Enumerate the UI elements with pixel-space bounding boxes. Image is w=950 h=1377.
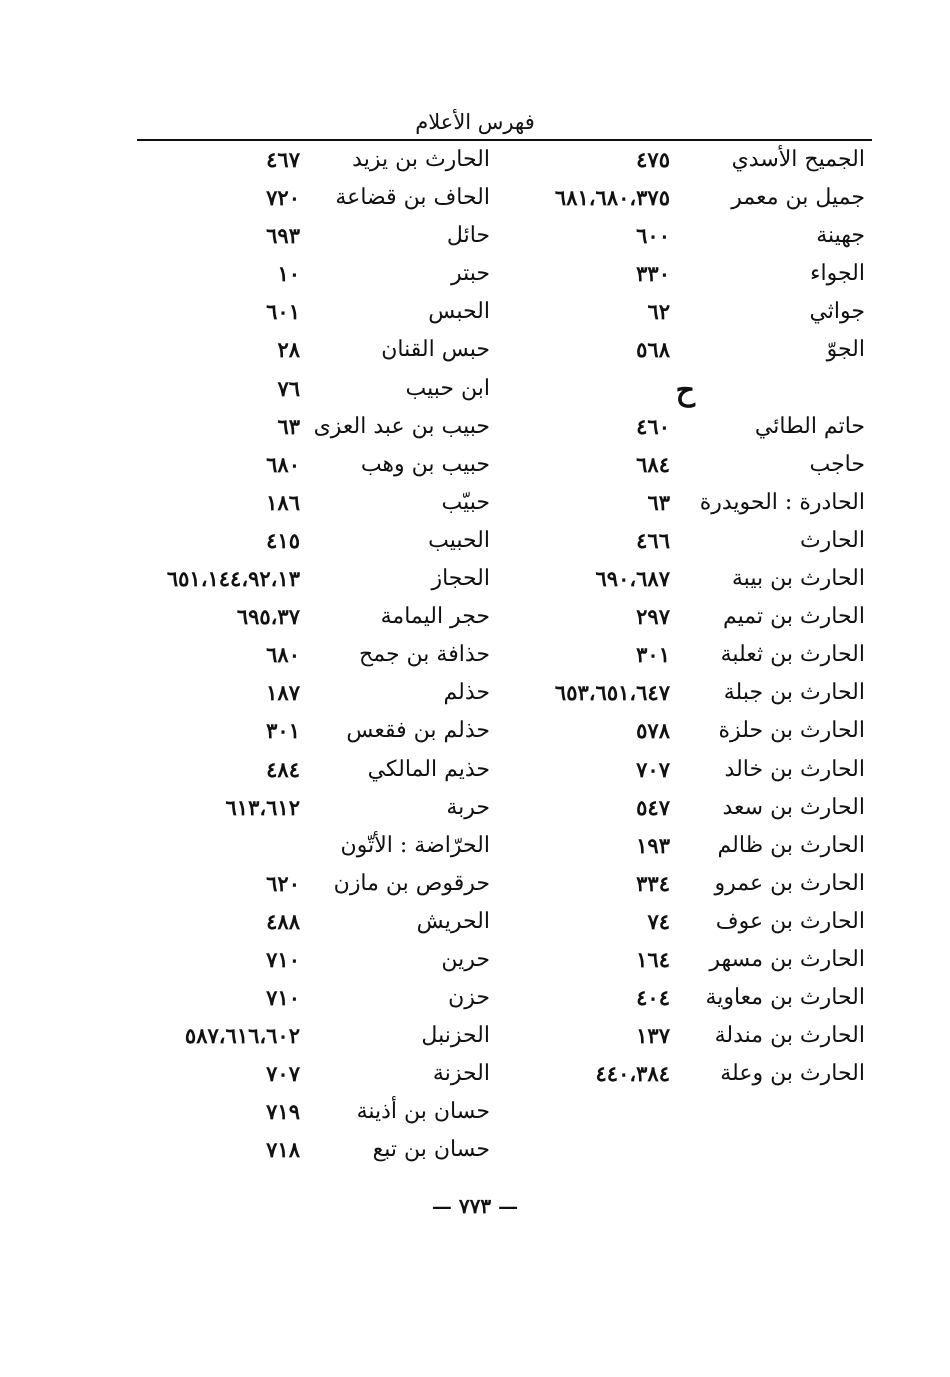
index-entry — [505, 408, 865, 446]
index-entry — [505, 179, 865, 217]
index-entry — [505, 674, 865, 712]
entry-pages: ٦٨٤ — [636, 451, 670, 477]
entry-pages: ٦٥٣،٦٥١،٦٤٧ — [554, 680, 670, 706]
entry-pages: ٤١٥ — [266, 527, 300, 553]
entry-pages: ٧٢٠ — [266, 185, 300, 211]
entry-name: الحارث بن ثعلبة — [720, 642, 865, 668]
left-index-column — [140, 141, 490, 1170]
entry-pages: ١٨٧ — [266, 680, 300, 706]
index-entry — [505, 522, 865, 560]
entry-pages: ٣٣٠ — [636, 261, 670, 287]
index-entry — [140, 141, 490, 179]
entry-pages: ١٩٣ — [636, 832, 670, 858]
entry-name: الحارث بن يزيد — [352, 147, 490, 172]
entry-name: حسان بن تبع — [372, 1137, 490, 1163]
index-entry — [140, 598, 490, 636]
entry-pages: ٧٠٧ — [636, 756, 670, 782]
entry-name: حبيب بن عبد العزى — [313, 413, 490, 439]
index-entry — [505, 636, 865, 674]
entry-name: الحارث بن خالد — [724, 756, 865, 782]
entry-pages: ١٨٦ — [266, 489, 300, 515]
index-entry — [140, 751, 490, 789]
entry-pages: ٢٩٧ — [636, 604, 670, 630]
entry-pages: ١٦٤ — [636, 946, 670, 972]
index-entry — [140, 636, 490, 674]
entry-name: الحارث بن مسهر — [709, 946, 865, 972]
entry-name: الحارث بن حلزة — [718, 718, 865, 744]
entry-pages: ٦٠٠ — [636, 223, 670, 249]
index-entry — [505, 1017, 865, 1055]
entry-name: الحبس — [428, 299, 490, 325]
index-entry — [140, 293, 490, 331]
index-entry — [505, 903, 865, 941]
index-entry — [140, 179, 490, 217]
index-entry — [140, 1017, 490, 1055]
index-entry — [505, 331, 865, 369]
entry-name: حبيّب — [441, 489, 490, 515]
entry-name: حربة — [446, 794, 490, 820]
entry-pages: ٤٠٤ — [636, 985, 670, 1011]
entry-pages: ٤٦٦ — [636, 527, 670, 553]
entry-name: الحجاز — [431, 566, 490, 592]
index-entry — [505, 560, 865, 598]
index-entry — [505, 865, 865, 903]
entry-pages: ٦٢ — [647, 299, 670, 325]
entry-name: حبس القنان — [381, 337, 490, 363]
entry-pages: ١٠ — [277, 261, 300, 287]
index-entry — [505, 217, 865, 255]
entry-name: حذلم — [443, 680, 490, 706]
index-entry — [140, 979, 490, 1017]
entry-pages: ٧١٠ — [266, 946, 300, 972]
index-entry — [140, 1131, 490, 1169]
page-number: — ٧٧٣ — — [431, 1194, 519, 1218]
entry-name: حاجب — [809, 451, 865, 477]
index-entry — [505, 293, 865, 331]
entry-pages: ٦٥١،١٤٤،٩٢،١٣ — [166, 566, 300, 592]
section-letter-row — [505, 370, 865, 408]
index-entry — [140, 712, 490, 750]
entry-pages: ١٣٧ — [636, 1023, 670, 1049]
entry-name: حبتر — [450, 261, 490, 287]
entry-pages: ٦٢٠ — [266, 870, 300, 896]
entry-name: الحارث — [799, 527, 865, 553]
entry-name: جميل بن معمر — [731, 185, 865, 211]
index-entry — [140, 560, 490, 598]
index-entry — [505, 712, 865, 750]
index-entry — [140, 674, 490, 712]
index-entry — [140, 522, 490, 560]
entry-pages: ٦٩٠،٦٨٧ — [595, 566, 670, 592]
index-entry — [505, 789, 865, 827]
entry-name: الحبيب — [428, 527, 490, 553]
index-entry — [140, 1093, 490, 1131]
index-entry — [140, 903, 490, 941]
entry-pages: ٦١٣،٦١٢ — [225, 794, 300, 820]
index-entry — [505, 979, 865, 1017]
right-index-column — [505, 141, 865, 1093]
entry-name: حائل — [446, 223, 490, 249]
entry-name: الحارث بن مندلة — [714, 1023, 865, 1049]
entry-pages: ٦٨١،٦٨٠،٣٧٥ — [554, 185, 670, 211]
index-entry — [140, 827, 490, 865]
entry-pages: ٤٨٨ — [266, 908, 300, 934]
entry-pages: ٣٣٤ — [636, 870, 670, 896]
entry-pages: ٢٨ — [277, 337, 300, 363]
entry-pages: ٦٣ — [277, 413, 300, 439]
entry-name: حجر اليمامة — [380, 604, 490, 630]
index-entry — [505, 598, 865, 636]
entry-pages: ٣٠١ — [636, 642, 670, 668]
entry-name: الجميح الأسدي — [731, 147, 865, 172]
entry-name: الحارث بن بيبة — [731, 566, 865, 592]
index-entry — [140, 370, 490, 408]
entry-pages: ٦٣ — [647, 489, 670, 515]
index-entry — [140, 484, 490, 522]
index-entry — [140, 789, 490, 827]
entry-name: حذيم المالكي — [367, 756, 490, 782]
entry-name: الحارث بن وعلة — [720, 1061, 865, 1087]
entry-pages: ٥٤٧ — [636, 794, 670, 820]
section-letter: ح — [675, 372, 695, 408]
entry-name: الحارث بن عوف — [715, 908, 865, 934]
index-entry — [505, 446, 865, 484]
entry-pages: ٥٦٨ — [636, 337, 670, 363]
entry-pages: ٦٨٠ — [266, 451, 300, 477]
entry-name: حرين — [441, 946, 490, 972]
entry-pages: ٧٠٧ — [266, 1061, 300, 1087]
entry-pages: ٣٠١ — [266, 718, 300, 744]
entry-name: الحارث بن جبلة — [723, 680, 865, 706]
entry-name: حزن — [448, 985, 490, 1011]
entry-name: الحاف بن قضاعة — [335, 185, 490, 211]
entry-name: الحادرة : الحويدرة — [699, 489, 865, 515]
index-entry — [140, 446, 490, 484]
entry-pages: ٤٤٠،٣٨٤ — [595, 1061, 670, 1087]
entry-name: الحارث بن ظالم — [717, 832, 865, 858]
entry-name: الحارث بن سعد — [722, 794, 865, 820]
index-entry — [505, 941, 865, 979]
entry-pages: ٤٧٥ — [636, 147, 670, 172]
index-entry — [140, 865, 490, 903]
entry-name: حسان بن أذينة — [356, 1099, 490, 1125]
entry-name: الحرّاضة : الأتّون — [340, 832, 490, 858]
entry-pages: ٧٦ — [277, 375, 300, 401]
index-entry — [505, 141, 865, 179]
index-entry — [505, 751, 865, 789]
entry-pages: ٥٨٧،٦١٦،٦٠٢ — [184, 1023, 300, 1049]
index-entry — [505, 1055, 865, 1093]
entry-name: حذلم بن فقعس — [346, 718, 490, 744]
index-entry — [140, 408, 490, 446]
entry-name: حبيب بن وهب — [360, 451, 490, 477]
entry-name: الحارث بن تميم — [722, 604, 865, 630]
entry-pages: ٦٩٥،٣٧ — [236, 604, 300, 630]
index-entry — [140, 255, 490, 293]
index-entry — [140, 331, 490, 369]
entry-name: الحزنبل — [421, 1023, 490, 1049]
entry-name: الحريش — [416, 908, 490, 934]
entry-pages: ٧١٨ — [266, 1137, 300, 1163]
entry-pages: ٤٦٠ — [636, 413, 670, 439]
index-entry — [140, 217, 490, 255]
entry-pages: ٧١٠ — [266, 985, 300, 1011]
entry-name: جواثي — [809, 299, 865, 325]
entry-name: الحارث بن معاوية — [705, 985, 865, 1011]
entry-name: حذافة بن جمح — [359, 642, 490, 668]
entry-pages: ٧٤ — [647, 908, 670, 934]
entry-name: الجوّ — [826, 337, 865, 363]
entry-name: ابن حبيب — [405, 375, 490, 401]
entry-pages: ٦٨٠ — [266, 642, 300, 668]
entry-name: حاتم الطائي — [754, 413, 865, 439]
entry-name: جهينة — [816, 223, 865, 249]
index-entry — [505, 255, 865, 293]
index-entry — [505, 484, 865, 522]
entry-pages: ٥٧٨ — [636, 718, 670, 744]
page-header: فهرس الأعلام — [415, 110, 535, 134]
entry-name: الحزنة — [432, 1061, 490, 1087]
entry-name: الحارث بن عمرو — [714, 870, 865, 896]
index-entry — [505, 827, 865, 865]
entry-pages: ٧١٩ — [266, 1099, 300, 1125]
entry-pages: ٤٨٤ — [266, 756, 300, 782]
index-entry — [140, 941, 490, 979]
entry-pages: ٦٩٣ — [266, 223, 300, 249]
entry-name: حرقوص بن مازن — [333, 870, 490, 896]
entry-pages: ٦٠١ — [266, 299, 300, 325]
entry-name: الجواء — [810, 261, 865, 287]
index-entry — [140, 1055, 490, 1093]
entry-pages: ٤٦٧ — [266, 147, 300, 172]
